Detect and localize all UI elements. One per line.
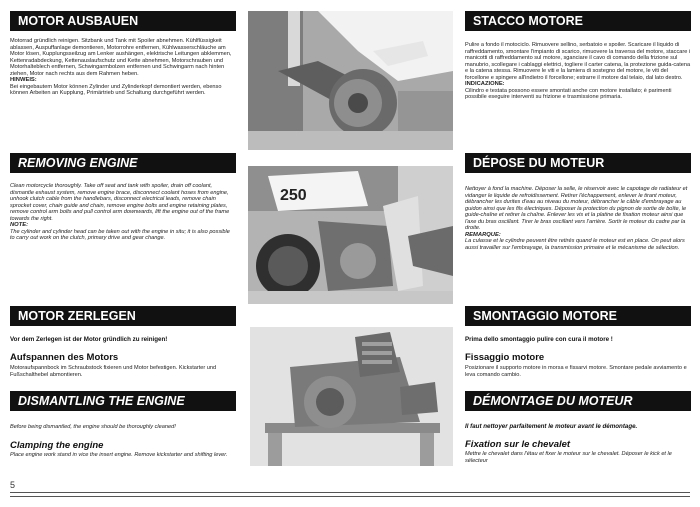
section-title-demontage-du-moteur: DÉMONTAGE DU MOTEUR: [465, 391, 691, 411]
section-body-smontaggio-motore: Posizionare il supporto motore in morsa e fissarvi motore. Smontare pedale avviamento e leva comando cambio.: [465, 365, 687, 378]
section-title-motor-zerlegen: MOTOR ZERLEGEN: [10, 306, 236, 326]
sub-heading: Aufspannen des Motors: [10, 352, 119, 363]
section-title-motor-ausbauen: MOTOR AUSBAUEN: [10, 11, 236, 31]
note-label: NOTE:: [10, 222, 29, 228]
photo-engine-removal: [248, 166, 453, 304]
section-body-motor-ausbauen: [10, 38, 236, 150]
section-title-smontaggio-motore: SMONTAGGIO MOTORE: [465, 306, 691, 326]
note-label: INDICAZIONE:: [465, 81, 505, 87]
body-text: Nettoyer à fond la machine. Déposer la selle, le réservoir avec le capotage de radiateur et vidanger le liquide de refroidissement. Retirer l'échappement, enlever le tirant moteur, débrancher les durites d'eau au niveau du moteur, débrancher le câble d'embrayage au guidon ainsi que les fils électriques. Déposer la protection du pignon de sortie de boîte, le guide-chaîne et retirer la chaîne. Enlever les vis et la platine de fixation moteur ainsi que l'axe du bras oscillant. Tirer le bras oscillant vers l'arrière. Sortir le moteur du cadre par la droite.: [465, 186, 688, 231]
lead-text: Prima dello smontaggio pulire con cura il motore !: [465, 336, 613, 343]
note-label: REMARQUE:: [465, 231, 501, 238]
lead-text: Before being dismantled, the engine should be thoroughly cleaned!: [10, 424, 176, 430]
photo-decal-number: 250: [280, 187, 307, 204]
section-title-stacco-motore: STACCO MOTORE: [465, 11, 691, 31]
sub-heading: Fixation sur le chevalet: [465, 439, 571, 450]
note-text: The cylinder and cylinder head can be taken out with the engine in situ; it is also possible to carry out work on the clutch, primary drive and gear change.: [10, 228, 230, 241]
section-title-depose-du-moteur: DÉPOSE DU MOTEUR: [465, 153, 691, 173]
note-label: HINWEIS:: [10, 77, 37, 83]
body-text: Clean motorcycle thoroughly. Take off seat and tank with spoiler, drain off coolant, dismantle exhaust system, remove engine brace, disconnect coolant hoses from engine, unhook clutch cable from the handlebars, disconnect electrical leads, remove chain sprocket cover, chain guide and chain, remove engine bolts and engine retaining plates, remove control arm bolts and pull control arm downwards, lift the engine out of the frame towards the right.: [10, 183, 230, 222]
footer-rule: [10, 492, 690, 497]
photo-engine-on-stand: [250, 327, 453, 466]
section-body-depose-du-moteur: [465, 186, 691, 298]
note-text: La culasse et le cylindre peuvent être retirés quand le moteur est en place. On peut alors aussi travailler sur l'embrayage, la transmission primaire et le mécanisme de sélection.: [465, 238, 685, 251]
section-body-dismantling-engine: Place engine work stand in vice the insert engine. Remove kickstarter and shifting lever.: [10, 452, 228, 458]
lead-text: Vor dem Zerlegen ist der Motor gründlich zu reinigen!: [10, 336, 168, 343]
note-text: Cilindro e testata possono essere smontati anche con motore installato; è parimenti possibile eseguire interventi su frizione e trasmissione primaria.: [465, 87, 672, 100]
photo-motorcycle-side: [248, 11, 453, 150]
lead-text: Il faut nettoyer parfaitement le moteur avant le démontage.: [465, 423, 638, 430]
section-body-stacco-motore: [465, 42, 691, 142]
section-body-motor-zerlegen: Motoraufspannbock im Schraubstock fixieren und Motor befestigen. Kickstarter und Fußschalthebel abmontieren.: [10, 365, 217, 378]
sub-heading: Clamping the engine: [10, 440, 104, 451]
page-number: 5: [10, 480, 16, 490]
note-text: Bei eingebautem Motor können Zylinder und Zylinderkopf demontiert werden, ebenso können Arbeiten an Kupplung, Primärtrieb und Schaltung durchgeführt werden.: [10, 83, 222, 96]
sub-heading: Fissaggio motore: [465, 352, 545, 363]
section-body-demontage-du-moteur: Mettre le chevalet dans l'étau et fixer le moteur sur le chevalet. Déposer le kick et le sélecteur: [465, 451, 672, 464]
section-title-removing-engine: REMOVING ENGINE: [10, 153, 236, 173]
body-text: Motorrad gründlich reinigen. Sitzbank und Tank mit Spoiler abnehmen. Kühlflüssigkeit ablassen, Auspuffanlage demontieren, Motorrohre entfernen, Kühlwasserschläuche am Motor lösen, Kupplungsseilzug am Lenker aushängen, elektrische Leitungen abklemmen, Kettenradabdeckung, Kettenauslaufschutz und Kette abnehmen, Motorschrauben und Motorhalteblech entfernen, Schwingarmbolzen entfernen und Schwingarm nach hinten ziehen, Motor nach rechts aus dem Rahmen heben.: [10, 38, 232, 77]
section-title-dismantling-engine: DISMANTLING THE ENGINE: [10, 391, 236, 411]
section-body-removing-engine: [10, 183, 236, 301]
body-text: Pulire a fondo il motociclo. Rimuovere sellino, serbatoio e spoiler. Scaricare il liquido di raffreddamento, smontare l'impianto di scarico, rimuovere la traversa del motore, staccare i manicotti di raffreddamento sul motore, sganciare il cavo di comando della frizione sul manubrio, scollegare i cablaggi elettrici, togliere il carter catena, la protezione guida-catena e la catena stessa. Rimuovere le viti e la lamiera di sostegno del motore, le viti del forcellone e spingere all'indietro il forcellone; estrarre il motore dal telaio, dal lato destro.: [465, 42, 691, 81]
